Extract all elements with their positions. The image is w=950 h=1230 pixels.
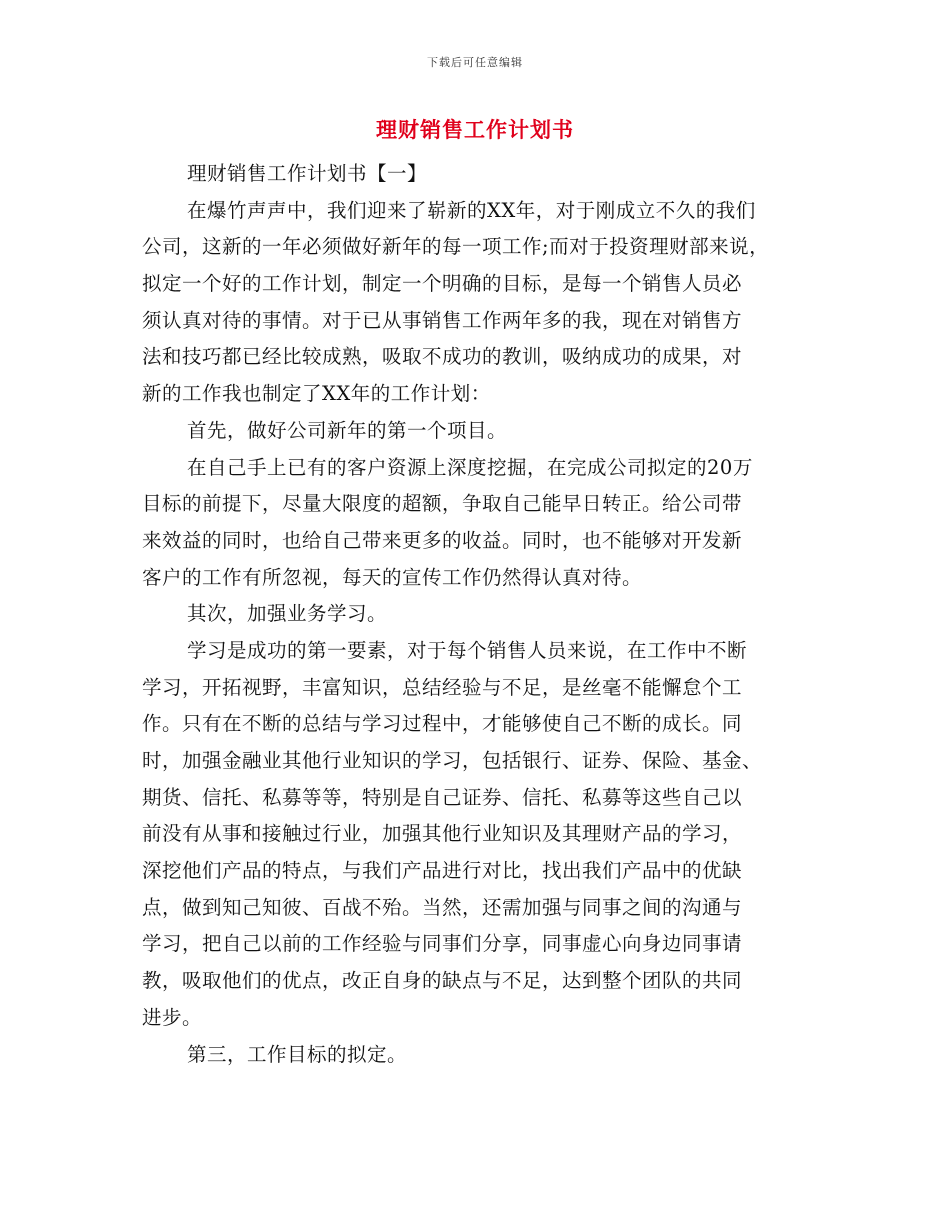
paragraph-line: 点，做到知己知彼、百战不殆。当然，还需加强与同事之间的沟通与 bbox=[142, 895, 743, 919]
paragraph-line: 须认真对待的事情。对于已从事销售工作两年多的我，现在对销售方 bbox=[142, 308, 743, 332]
paragraph-line: 学习是成功的第一要素，对于每个销售人员来说，在工作中不断 bbox=[187, 638, 748, 662]
paragraph-line: 前没有从事和接触过行业，加强其他行业知识及其理财产品的学习， bbox=[142, 822, 743, 846]
paragraph-line: 教，吸取他们的优点，改正自身的缺点与不足，达到整个团队的共同 bbox=[142, 969, 743, 993]
paragraph-line: 在爆竹声声中，我们迎来了崭新的XX年，对于刚成立不久的我们 bbox=[187, 198, 756, 222]
subheading-line: 第三，工作目标的拟定。 bbox=[187, 1042, 408, 1066]
paragraph-line: 来效益的同时，也给自己带来更多的收益。同时，也不能够对开发新 bbox=[142, 528, 743, 552]
paragraph-line: 新的工作我也制定了XX年的工作计划： bbox=[142, 382, 491, 406]
paragraph-line: 作。只有在不断的总结与学习过程中，才能够使自己不断的成长。同 bbox=[142, 712, 743, 736]
paragraph-line: 公司，这新的一年必须做好新年的每一项工作;而对于投资理财部来说， bbox=[142, 235, 770, 259]
paragraph-line: 深挖他们产品的特点，与我们产品进行对比，找出我们产品中的优缺 bbox=[142, 859, 743, 883]
paragraph-line: 客户的工作有所忽视，每天的宣传工作仍然得认真对待。 bbox=[142, 565, 643, 589]
paragraph-line: 时，加强金融业其他行业知识的学习，包括银行、证券、保险、基金、 bbox=[142, 749, 763, 772]
subheading-line: 首先，做好公司新年的第一个项目。 bbox=[187, 418, 508, 442]
paragraph-line: 在自己手上已有的客户资源上深度挖掘，在完成公司拟定的20万 bbox=[187, 455, 753, 479]
document-title: 理财销售工作计划书 bbox=[376, 118, 574, 142]
paragraph-line: 法和技巧都已经比较成熟，吸取不成功的教训，吸纳成功的成果，对 bbox=[142, 345, 743, 369]
document-body bbox=[142, 156, 818, 1073]
paragraph-line: 期货、信托、私募等等，特别是自己证券、信托、私募等这些自己以 bbox=[142, 785, 743, 809]
paragraph-line: 进步。 bbox=[142, 1005, 203, 1029]
paragraph-line: 学习，把自己以前的工作经验与同事们分享，同事虚心向身边同事请 bbox=[142, 932, 743, 956]
subheading-line: 其次，加强业务学习。 bbox=[187, 602, 388, 626]
header-note: 下载后可任意编辑 bbox=[427, 56, 523, 69]
paragraph-line: 目标的前提下，尽量大限度的超额，争取自己能早日转正。给公司带 bbox=[142, 492, 743, 516]
section-heading: 理财销售工作计划书【一】 bbox=[187, 162, 428, 185]
paragraph-line: 拟定一个好的工作计划，制定一个明确的目标，是每一个销售人员必 bbox=[142, 272, 743, 296]
paragraph-line: 学习，开拓视野，丰富知识，总结经验与不足，是丝毫不能懈怠个工 bbox=[142, 675, 743, 699]
